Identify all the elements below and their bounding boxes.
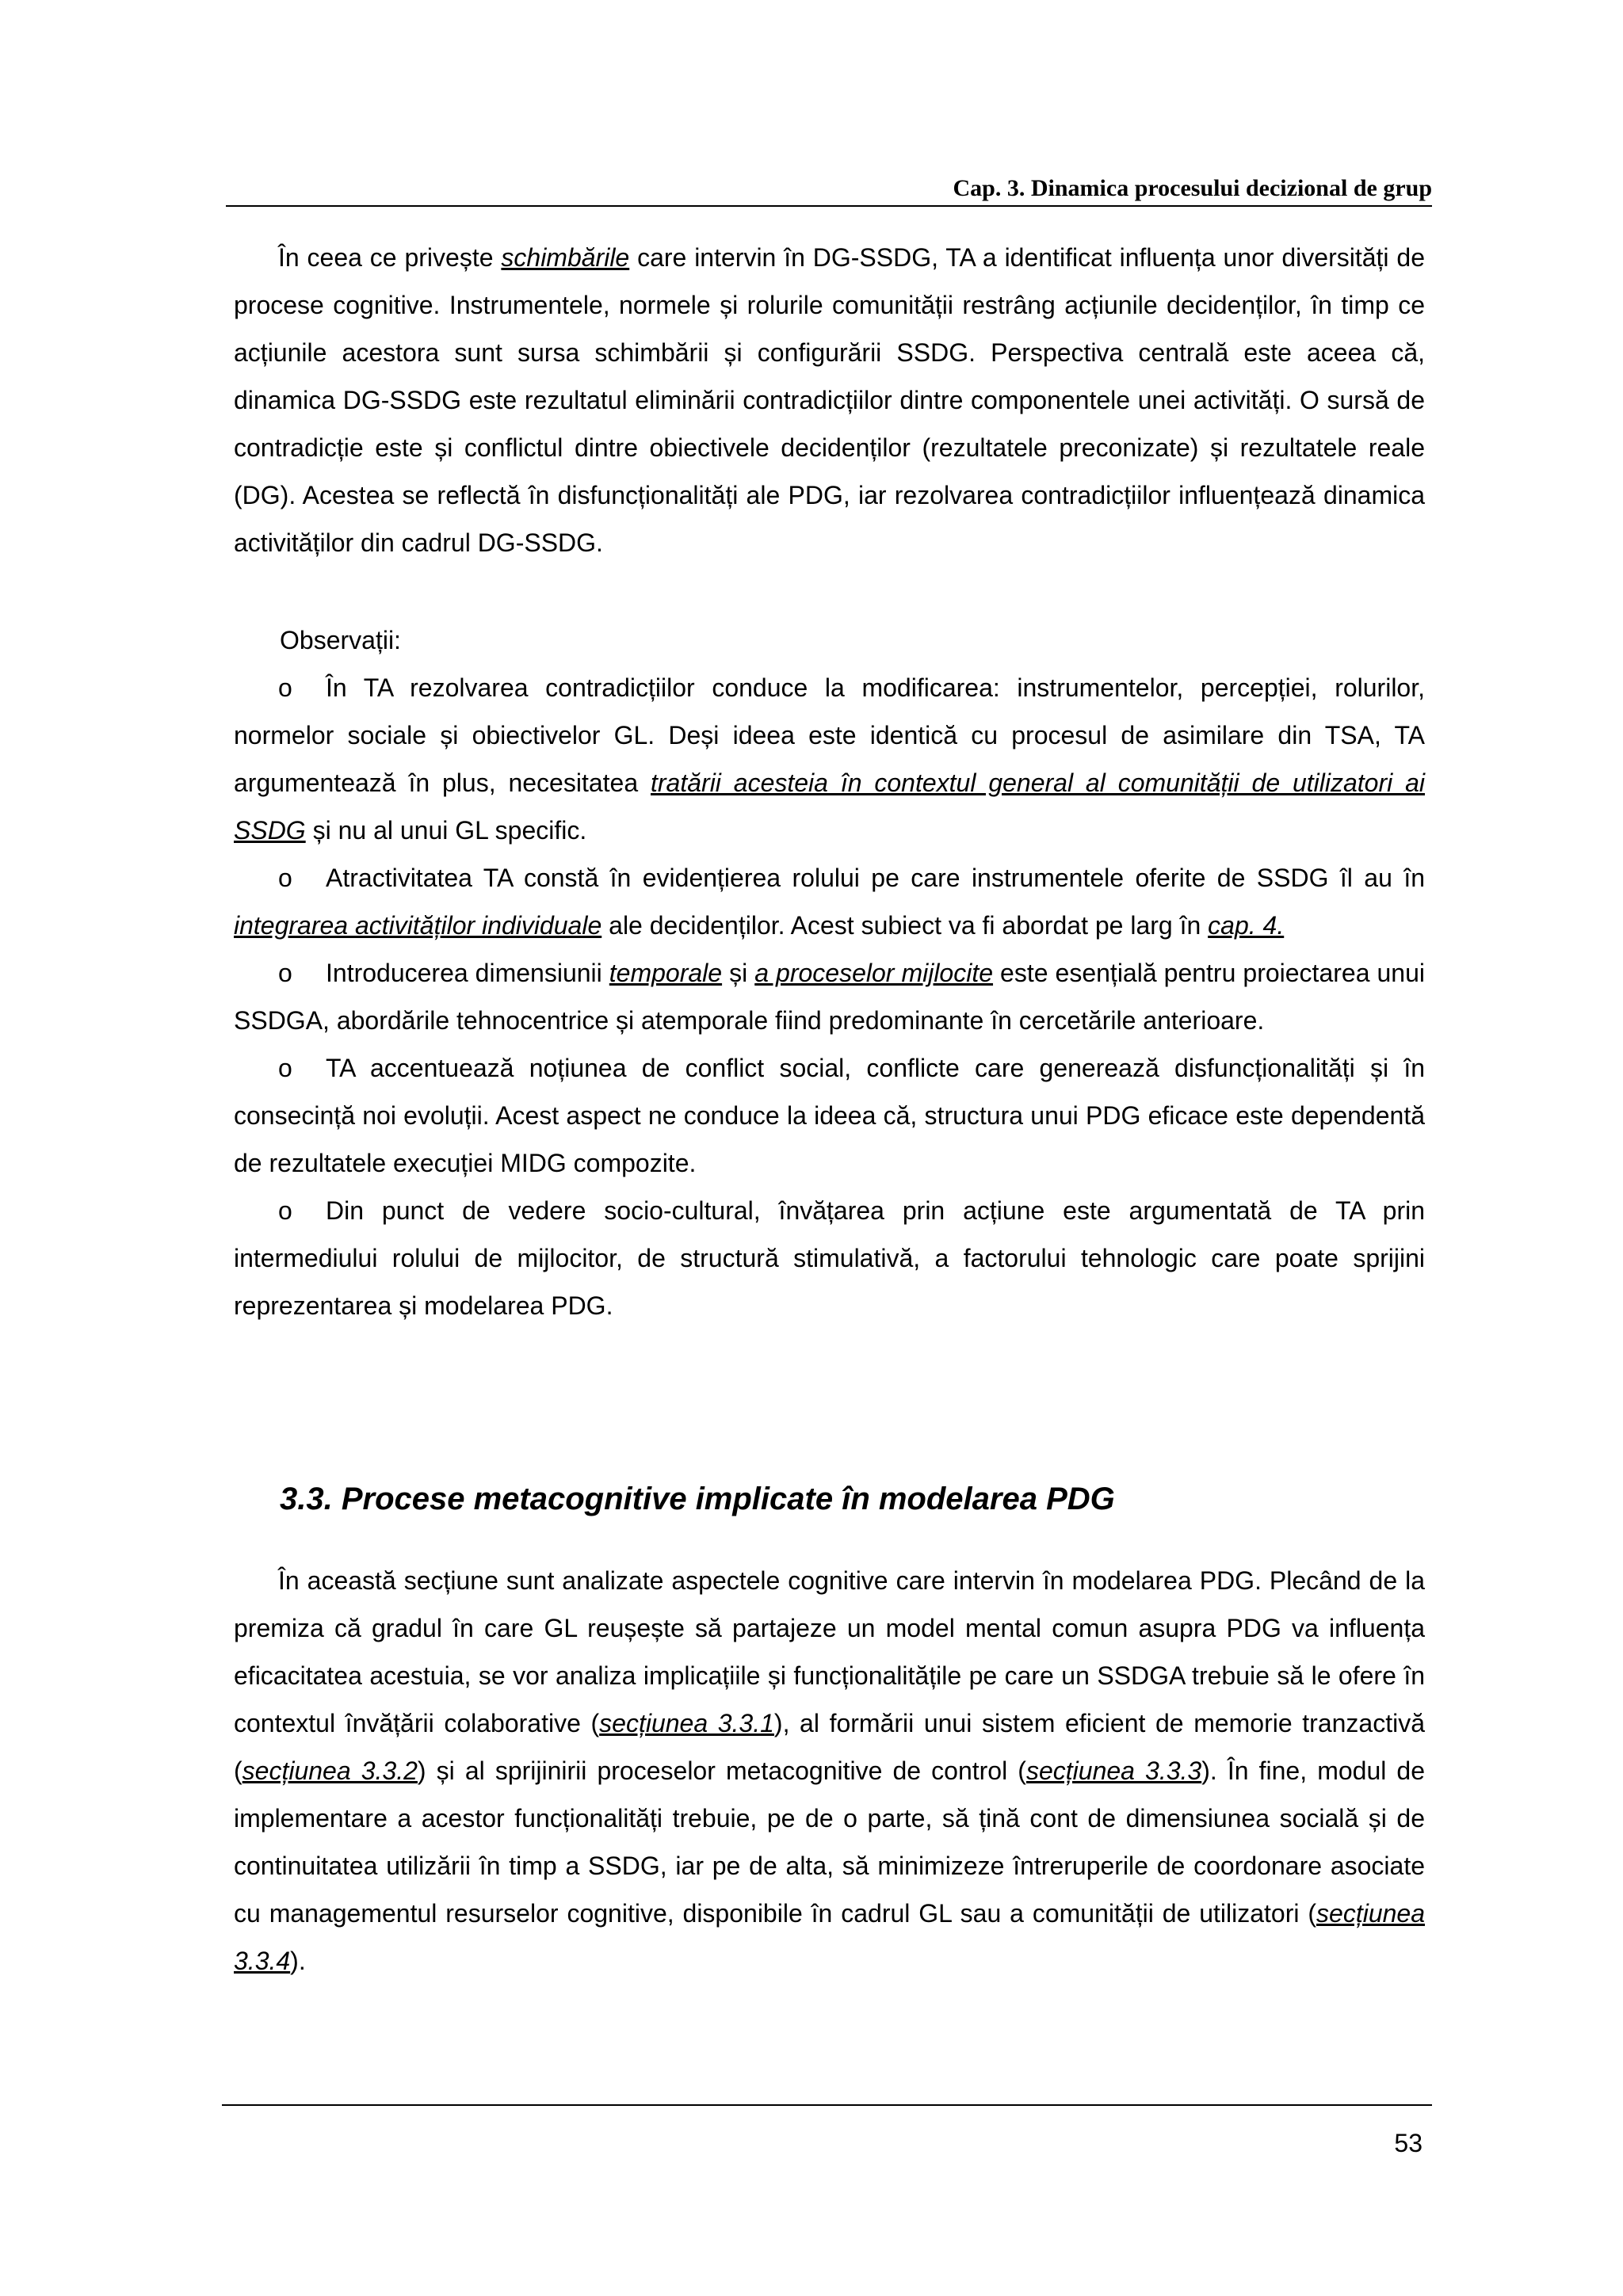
section-body (234, 1557, 1425, 1985)
chapter-reference: cap. 4. (1208, 911, 1285, 940)
section-reference: secțiunea 3.3.4 (234, 1899, 1425, 1975)
page-number: 53 (1394, 2129, 1423, 2157)
emphasis-text: temporale (609, 959, 723, 987)
observation-item: o TA accentuează noțiunea de conflict social, conflicte care generează disfuncționalități și în consecință noi evoluții. Acest aspect ne conduce la ideea că, structura unui PDG eficace este dependentă de rezultatele execuției MIDG compozite. (234, 1044, 1425, 1187)
observation-item: o Din punct de vedere socio-cultural, învățarea prin acțiune este argumentată de TA prin intermediului rolului de mijlocitor, de structură stimulativă, a factorului tehnologic care poate sprijini reprezentarea și modelarea PDG. (234, 1187, 1425, 1329)
section-reference: secțiunea 3.3.2 (242, 1756, 418, 1785)
section-title: 3.3. Procese metacognitive implicate în modelarea PDG (280, 1482, 1115, 1516)
header-rule (226, 205, 1432, 207)
observation-item: o Introducerea dimensiunii temporale și a proceselor mijlocite este esențială pentru proiectarea unui SSDGA, abordările tehnocentrice și atemporale fiind predominante în cercetările anterioare. (234, 949, 1425, 1044)
bullet-icon: o (278, 673, 292, 702)
observation-item: o Atractivitatea TA constă în evidențierea rolului pe care instrumentele oferite de SSDG îl au în integrarea activităților individuale ale decidenților. Acest subiect va fi abordat pe larg în cap. 4. (234, 854, 1425, 949)
section-reference: secțiunea 3.3.1 (599, 1709, 774, 1737)
intro-block (234, 234, 1425, 566)
bullet-icon: o (278, 1196, 292, 1225)
running-header: Cap. 3. Dinamica procesului decizional de grup (953, 175, 1432, 201)
section-paragraph: În această secțiune sunt analizate aspectele cognitive care intervin în modelarea PDG. Plecând de la premiza că gradul în care GL reușește să partajeze un model mental comun asupra PDG va influența eficacitatea acestuia, se vor analiza implicațiile și funcționalitățile pe care un SSDGA trebuie să le ofere în contextul învățării colaborative (secțiunea 3.3.1), al formării unui sistem eficient de memorie tranzactivă (secțiunea 3.3.2) și al sprijinirii proceselor metacognitive de control (secțiunea 3.3.3). În fine, modul de implementare a acestor funcționalități trebuie, pe de o parte, să țină cont de dimensiunea socială și de continuitatea utilizării în timp a SSDG, iar pe de alta, să minimizeze întreruperile de coordonare asociate cu managementul resurselor cognitive, disponibile în cadrul GL sau a comunității de utilizatori (secțiunea 3.3.4). (234, 1566, 1426, 1975)
bullet-icon: o (278, 1054, 292, 1082)
observations-list (234, 664, 1425, 1329)
observation-item: o În TA rezolvarea contradicțiilor conduce la modificarea: instrumentelor, percepției, rolurilor, normelor sociale și obiectivelor GL. Deși ideea este identică cu procesul de asimilare din TSA, TA argumentează în plus, necesitatea tratării acesteia în contextul general al comunității de utilizatori ai SSDG și nu al unui GL specific. (234, 664, 1425, 854)
emphasis-text: a proceselor mijlocite (754, 959, 994, 987)
emphasis-text: schimbările (501, 243, 630, 272)
section-reference: secțiunea 3.3.3 (1025, 1756, 1202, 1785)
bullet-icon: o (278, 864, 292, 892)
emphasis-text: integrarea activităților individuale (234, 911, 602, 940)
intro-paragraph: În ceea ce privește schimbările care intervin în DG-SSDG, TA a identificat influența unor diversități de procese cognitive. Instrumentele, normele și rolurile comunității restrâng acțiunile decidenților, în timp ce acțiunile acestora sunt sursa schimbării și configurării SSDG. Perspectiva centrală este aceea că, dinamica DG-SSDG este rezultatul eliminării contradicțiilor dintre componentele unei activități. O sursă de contradicție este și conflictul dintre obiectivele decidenților (rezultatele preconizate) și rezultatele reale (DG). Acestea se reflectă în disfuncționalități ale PDG, iar rezolvarea contradicțiilor influențează dinamica activităților din cadrul DG-SSDG. (234, 243, 1426, 557)
observations-heading: Observații: (280, 626, 401, 654)
emphasis-text: tratării acesteia în contextul general al comunității de utilizatori ai SSDG (234, 769, 1426, 845)
bullet-icon: o (278, 959, 292, 987)
footer-rule (222, 2104, 1432, 2106)
